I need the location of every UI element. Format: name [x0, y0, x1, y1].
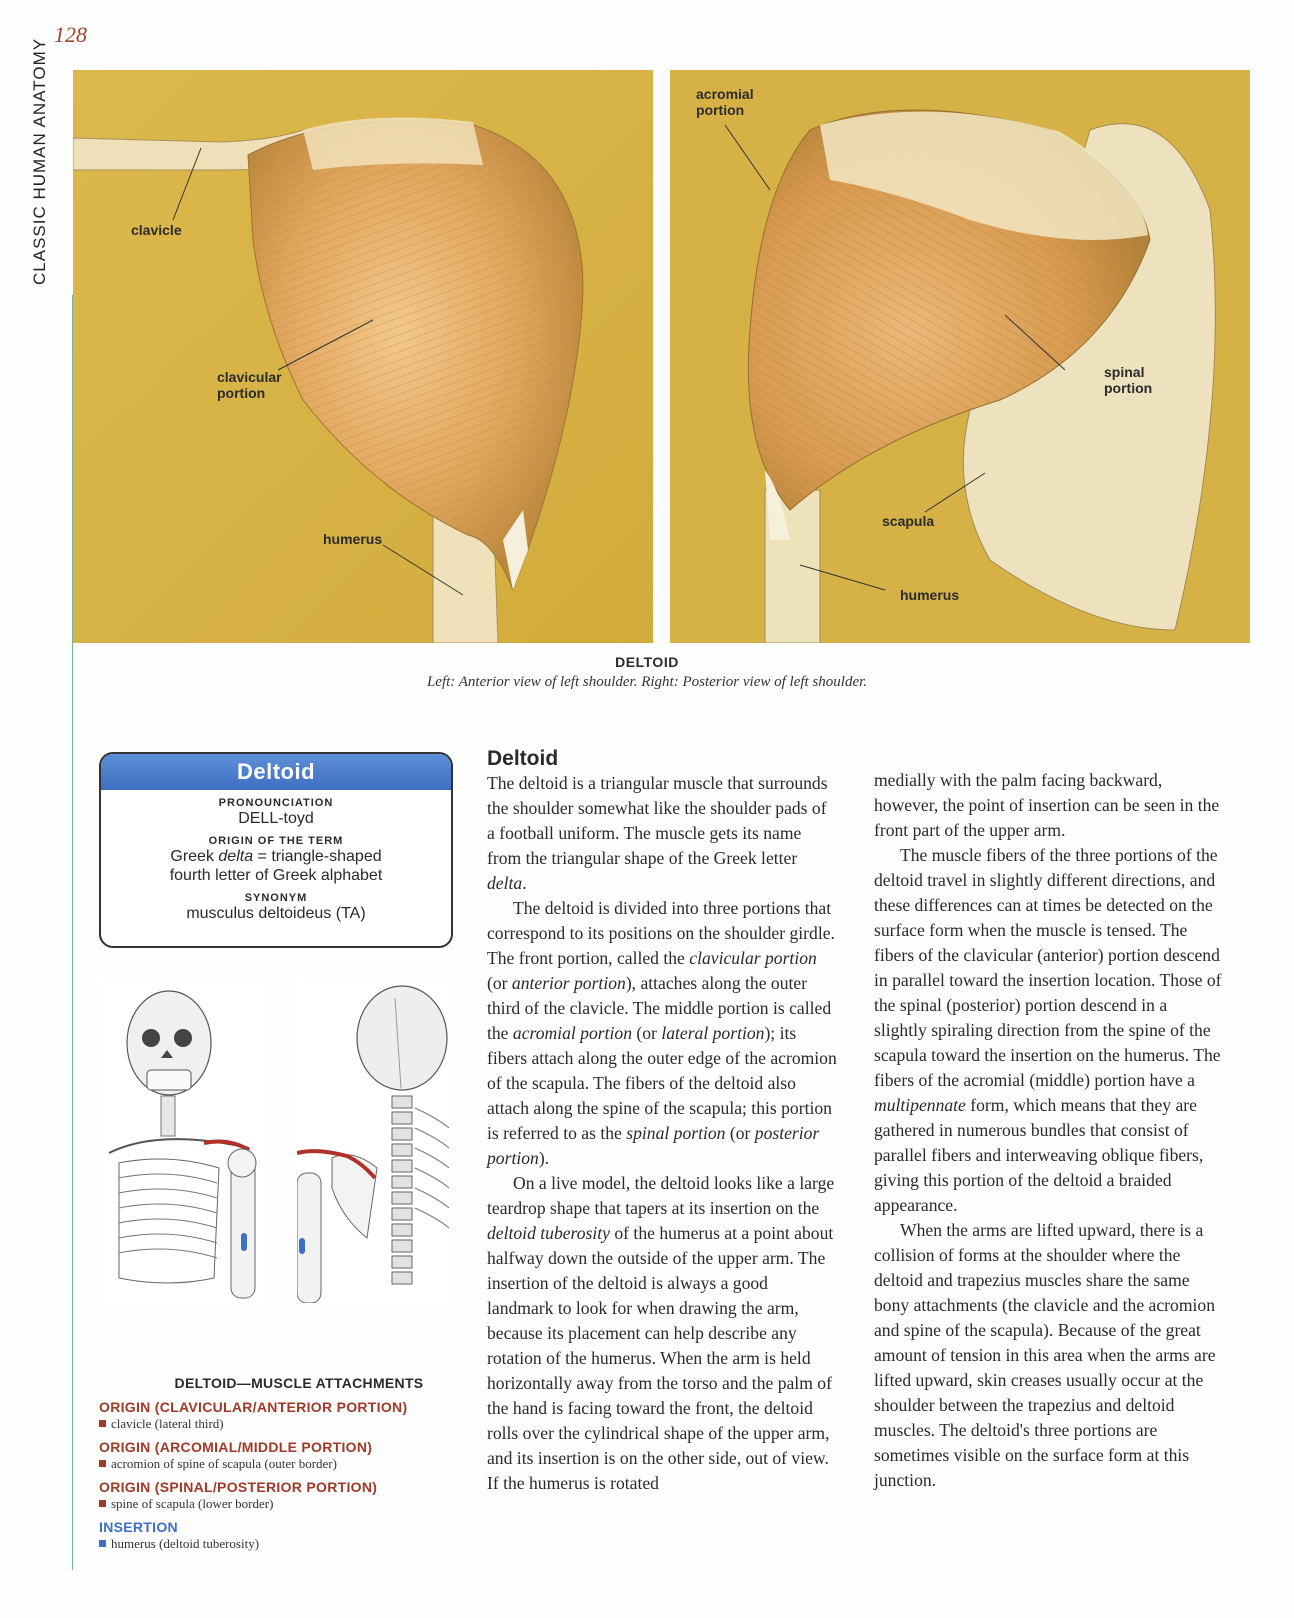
figure-caption-title: DELTOID: [615, 654, 679, 670]
origin-term-value: Greek delta = triangle-shaped fourth letter of Greek alphabet: [169, 848, 383, 884]
bullet-icon: [99, 1420, 106, 1427]
deltoid-info-box: [99, 752, 453, 948]
label-clavicle: clavicle: [131, 222, 182, 238]
pronunciation-label: PRONOUNCIATION: [218, 797, 334, 809]
muscle-attachments: [99, 1375, 459, 1559]
attachment-value-acromial: acromion of spine of scapula (outer border): [99, 1456, 459, 1472]
attachment-value-spinal: spine of scapula (lower border): [99, 1496, 459, 1512]
page-number: 128: [54, 22, 87, 47]
label-scapula: scapula: [882, 513, 935, 529]
label-humerus-right: humerus: [900, 587, 960, 603]
bullet-icon: [99, 1540, 106, 1547]
label-humerus-left: humerus: [323, 531, 383, 547]
attachment-label-acromial: ORIGIN (ARCOMIAL/MIDDLE PORTION): [99, 1439, 373, 1455]
running-head: CLASSIC HUMAN ANATOMY: [30, 37, 49, 285]
bullet-icon: [99, 1460, 106, 1467]
bullet-icon: [99, 1500, 106, 1507]
skeleton-front-thumbnail: [99, 978, 269, 1303]
synonym-value: musculus deltoideus (TA): [186, 905, 366, 922]
origin-term-label: ORIGIN OF THE TERM: [208, 835, 344, 847]
paragraph-5: When the arms are lifted upward, there is a collision of forms at the shoulder where the deltoid and trapezius muscles share the same bony attachments (the clavicle and the acromion and spine of the scapula). Because of the great amount of tension in this area when the arms are lifted upward, skin creases usually occur at the shoulder between the trapezius and deltoid muscles. The deltoid's three portions are sometimes visible on the surface form at this junction.: [874, 1220, 1216, 1490]
article-column-1: [487, 746, 837, 1496]
article-heading: Deltoid: [487, 747, 559, 770]
attachments-title: DELTOID—MUSCLE ATTACHMENTS: [174, 1375, 424, 1391]
label-clavicular-portion: clavicular portion: [217, 369, 282, 401]
label-spinal-portion: spinal portion: [1104, 364, 1153, 396]
info-box-title: Deltoid: [101, 754, 451, 790]
paragraph-3: On a live model, the deltoid looks like a large teardrop shape that tapers at its insertion on the deltoid tuberosity of the humerus at a point about halfway down the outside of the upper arm. The insertion of the deltoid is always a good landmark to look for when drawing the arm, because its placement can help describe any rotation of the humerus. When the arm is held horizontally away from the torso and the palm of the hand is facing toward the front, the deltoid rolls over the cylindrical shape of the upper arm, and its insertion is on the other side, out of view. If the humerus is rotated: [487, 1173, 835, 1493]
synonym-label: SYNONYM: [244, 892, 308, 904]
attachment-value-clavicular: clavicle (lateral third): [99, 1416, 459, 1432]
article-column-2: [874, 768, 1224, 1493]
anterior-shoulder-illustration: [73, 70, 653, 643]
paragraph-3-continued: medially with the palm facing backward, however, the point of insertion can be seen in the front part of the upper arm.: [874, 770, 1220, 840]
attachment-label-insertion: INSERTION: [99, 1519, 178, 1535]
paragraph-2: The deltoid is divided into three portions that correspond to its positions on the shoulder girdle. The front portion, called the clavicular portion (or anterior portion), attaches along the outer third of the clavicle. The middle portion is called the acromial portion (or lateral portion); its fibers attach along the outer edge of the acromion of the scapula. The fibers of the deltoid also attach along the spine of the scapula; this portion is referred to as the spinal portion (or posterior portion).: [487, 898, 837, 1168]
figure-caption-text: Left: Anterior view of left shoulder. Right: Posterior view of left shoulder.: [426, 674, 868, 690]
pronunciation-value: DELL-toyd: [238, 810, 314, 827]
attachment-value-insertion: humerus (deltoid tuberosity): [99, 1536, 459, 1552]
label-acromial-portion: acromial portion: [696, 86, 754, 118]
paragraph-1: The deltoid is a triangular muscle that surrounds the shoulder somewhat like the shoulder pads of a football uniform. The muscle gets its name from the triangular shape of the Greek letter delta.: [487, 773, 828, 893]
attachment-label-spinal: ORIGIN (SPINAL/POSTERIOR PORTION): [99, 1479, 378, 1495]
skeleton-back-thumbnail: [297, 978, 449, 1303]
paragraph-4: The muscle fibers of the three portions of the deltoid travel in slightly different directions, and these differences can at times be detected on the surface form when the muscle is tensed. The fibers of the clavicular (anterior) portion descend in parallel toward the insertion location. Those of the spinal (posterior) portion descend in a slightly spiraling direction from the spine of the scapula toward the insertion on the humerus. The fibers of the acromial (middle) portion have a multipennate form, which means that they are gathered in numerous bundles that consist of parallel fibers and interweaving oblique fibers, giving this portion of the deltoid a braided appearance.: [874, 845, 1222, 1215]
attachment-label-clavicular: ORIGIN (CLAVICULAR/ANTERIOR PORTION): [99, 1399, 408, 1415]
posterior-shoulder-illustration: [670, 70, 1250, 643]
